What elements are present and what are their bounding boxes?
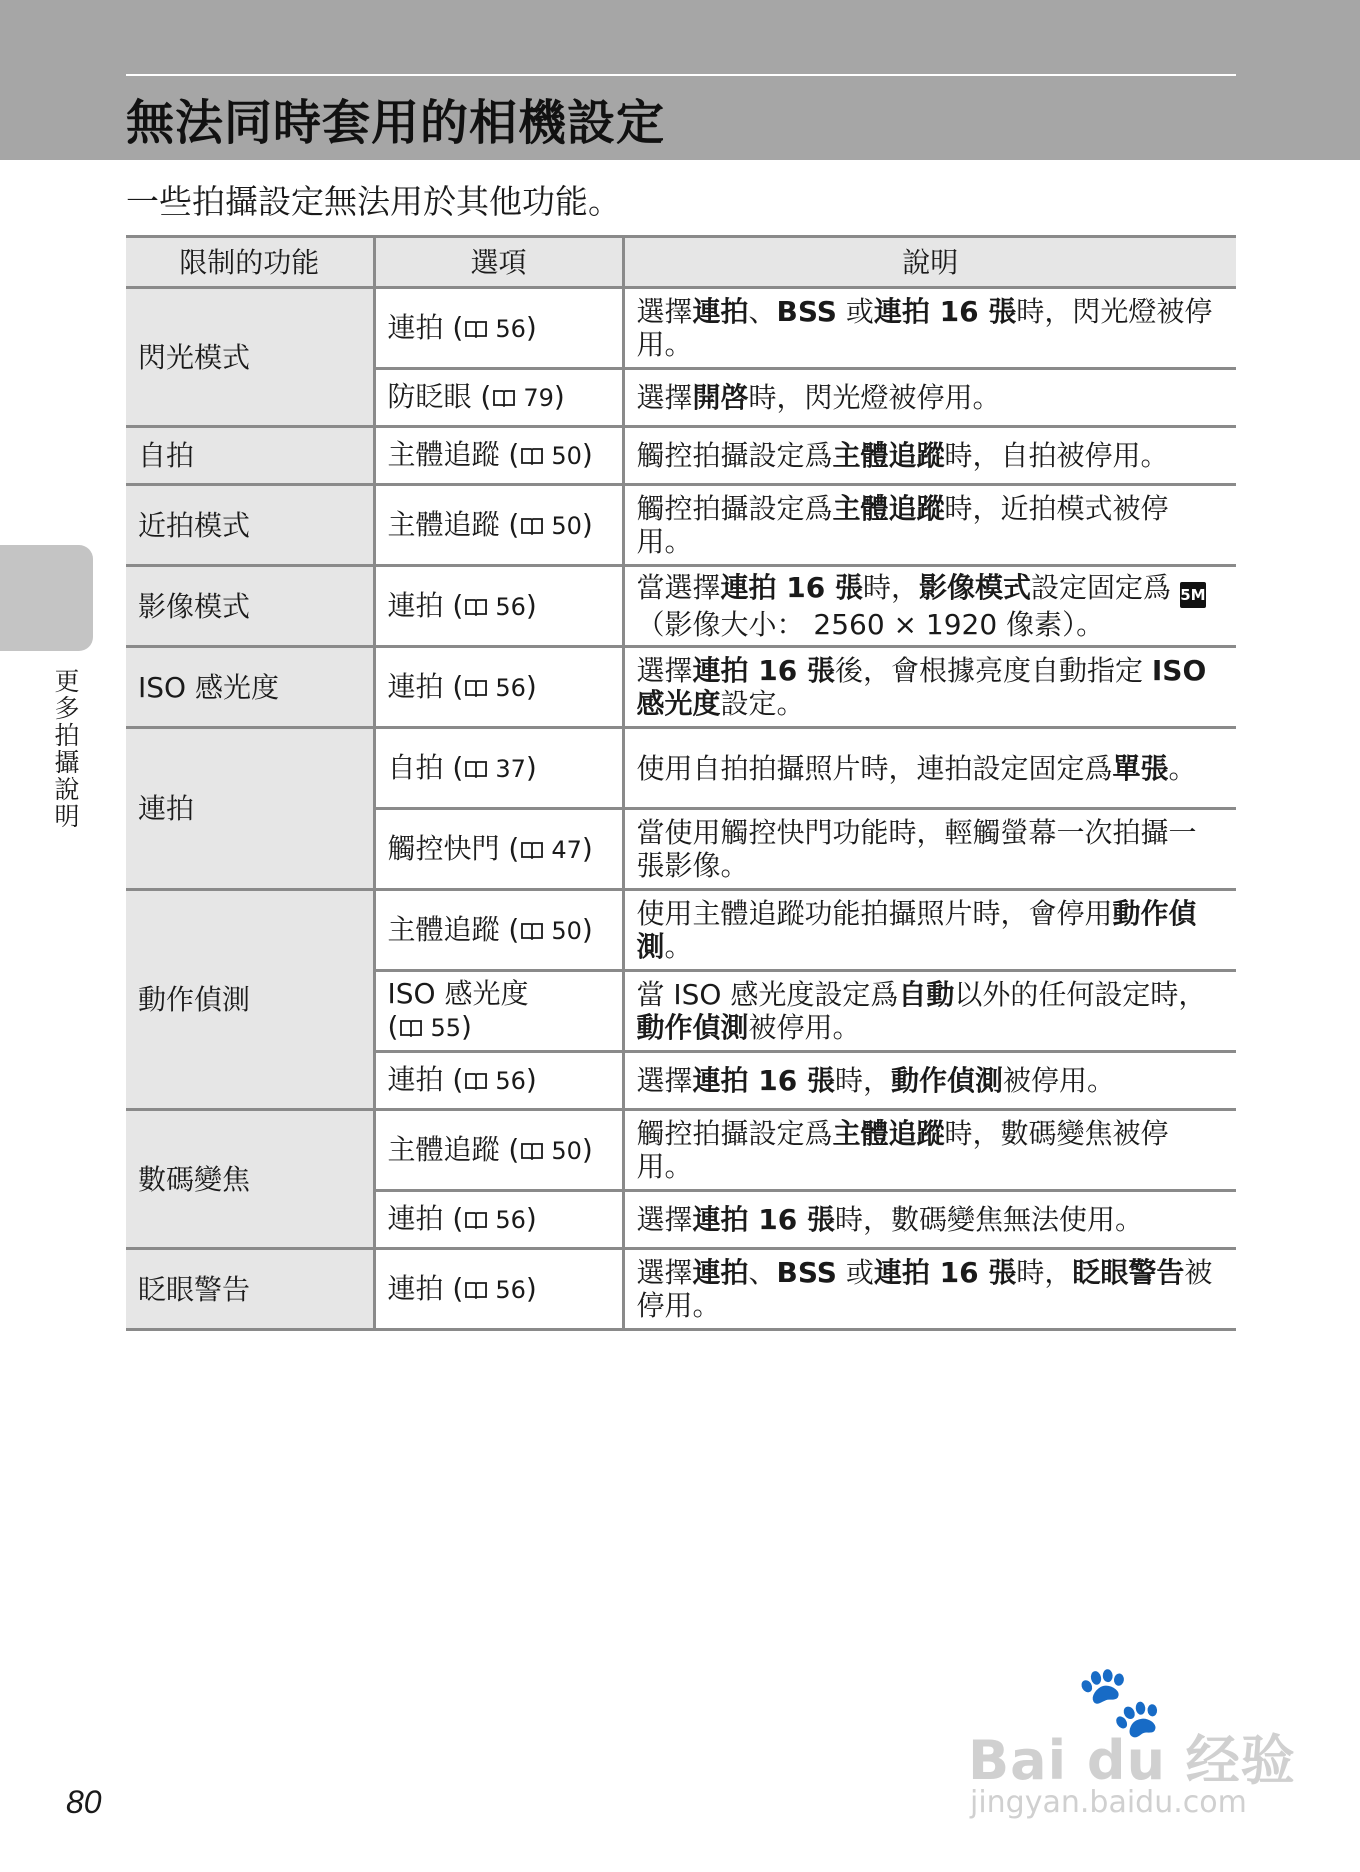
option-label: 連拍 (387, 1063, 444, 1096)
table-row (126, 647, 1236, 728)
table-row (126, 566, 1236, 647)
table-row (126, 485, 1236, 566)
description-text: 或 (836, 295, 874, 328)
page-reference-number[interactable]: 55 (430, 1014, 461, 1042)
setting-name: 影像模式 (919, 571, 1032, 604)
page-reference-book-icon (521, 1134, 543, 1152)
description-cell (623, 288, 1236, 369)
function-cell: 動作偵測 (126, 890, 374, 1110)
page-reference-number[interactable]: 50 (551, 511, 582, 540)
description-text: （影像大小： 2560 × 1920 像素）。 (636, 608, 1105, 641)
function-cell: 影像模式 (126, 566, 374, 647)
table-row (126, 1110, 1236, 1191)
page-number: 80 (66, 1784, 102, 1820)
description-cell (623, 809, 1236, 890)
option-cell: 連拍 ( 56) (374, 566, 623, 647)
header-option: 選項 (374, 237, 623, 288)
page-reference-book-icon (521, 509, 543, 527)
description-text: 選擇 (636, 1256, 693, 1289)
setting-name: 主體追蹤 (832, 492, 945, 525)
description-text: 被停用。 (748, 1011, 861, 1044)
setting-name: 動作偵測 (891, 1064, 1004, 1097)
option-label: 連拍 (387, 669, 444, 703)
page-reference-book-icon (521, 833, 543, 851)
page-reference-book-icon (521, 439, 543, 457)
setting-name: 動作偵測 (636, 897, 1197, 963)
setting-name: 連拍 16 張 (873, 295, 1017, 328)
description-text: 、 (748, 295, 777, 328)
option-cell: 自拍 ( 37) (374, 728, 623, 809)
function-cell: 連拍 (126, 728, 374, 890)
description-text: 時， (862, 571, 919, 604)
setting-name: 單張 (1112, 751, 1169, 785)
description-text: 觸控拍攝設定爲 (636, 492, 833, 525)
option-cell: 連拍 ( 56) (374, 288, 623, 369)
option-cell: 主體追蹤 ( 50) (374, 485, 623, 566)
page-reference-book-icon (465, 1064, 487, 1082)
page-reference-number[interactable]: 79 (523, 384, 554, 412)
description-text: 選擇 (636, 381, 693, 414)
function-cell: 近拍模式 (126, 485, 374, 566)
setting-name: 主體追蹤 (832, 439, 945, 472)
description-text: 當 ISO 感光度設定爲 (636, 978, 899, 1011)
option-cell: 主體追蹤 ( 50) (374, 890, 623, 971)
function-cell: 自拍 (126, 427, 374, 485)
setting-name: 自動 (898, 978, 955, 1011)
option-label: 主體追蹤 (387, 912, 500, 946)
description-text: 選擇 (636, 654, 693, 687)
description-text: 被停用。 (1003, 1064, 1116, 1097)
option-label: 連拍 (387, 310, 444, 344)
description-text: 。 (664, 930, 693, 963)
section-tab-label: 更多拍攝說明 (51, 668, 80, 830)
page-reference-number[interactable]: 50 (551, 1136, 582, 1165)
option-label: 主體追蹤 (387, 507, 500, 541)
option-label: 連拍 (387, 1271, 444, 1305)
setting-name: 連拍 (692, 1256, 749, 1289)
page-reference-book-icon (400, 1011, 422, 1029)
page-reference-book-icon (465, 1203, 487, 1221)
description-text: 選擇 (636, 295, 693, 328)
option-cell: 防眨眼 ( 79) (374, 369, 623, 427)
setting-name: 連拍 16 張 (720, 571, 863, 604)
page-title: 無法同時套用的相機設定 (126, 95, 666, 151)
setting-name: BSS (776, 295, 837, 328)
table-header-row (126, 237, 1236, 288)
description-text: 時， (1016, 1256, 1073, 1289)
option-label: 觸控快門 (387, 831, 500, 865)
description-cell (623, 427, 1236, 485)
option-cell: 觸控快門 ( 47) (374, 809, 623, 890)
table-row (126, 728, 1236, 809)
function-cell: 眨眼警告 (126, 1249, 374, 1330)
page-reference-number[interactable]: 37 (495, 754, 526, 783)
option-label: ISO 感光度 (387, 977, 529, 1010)
description-cell (623, 728, 1236, 809)
watermark-brand: Bai du 经验 (968, 1729, 1296, 1792)
page-reference-book-icon (521, 914, 543, 932)
setting-name: 動作偵測 (636, 1011, 749, 1044)
setting-name: BSS (776, 1256, 837, 1289)
description-text: 使用主體追蹤功能拍攝照片時，會停用 (636, 897, 1113, 930)
header-description: 說明 (623, 237, 1236, 288)
option-cell: 連拍 ( 56) (374, 1249, 623, 1330)
intro-text: 一些拍攝設定無法用於其他功能。 (126, 182, 621, 221)
description-text: 時， (834, 1064, 891, 1097)
image-size-5m-icon: 5M (1180, 582, 1206, 608)
function-cell: ISO 感光度 (126, 647, 374, 728)
setting-name: 眨眼警告 (1072, 1256, 1185, 1289)
option-label: 連拍 (387, 588, 444, 622)
option-cell: ISO 感光度 ( 55) (374, 971, 623, 1052)
page-reference-book-icon (465, 590, 487, 608)
table-row (126, 288, 1236, 369)
setting-name: ISO 感光度 (636, 654, 1207, 720)
page-reference-number[interactable]: 56 (495, 314, 526, 343)
description-text: 設定。 (720, 687, 805, 720)
description-text: 時，閃光燈被停用。 (748, 381, 1001, 414)
page-reference-number[interactable]: 50 (551, 442, 582, 470)
section-tab (0, 545, 93, 651)
page-reference-book-icon (465, 312, 487, 330)
restrictions-table (126, 235, 1236, 1331)
description-cell (623, 566, 1236, 647)
function-cell: 閃光模式 (126, 288, 374, 427)
option-cell: 連拍 ( 56) (374, 1052, 623, 1110)
option-label: 自拍 (387, 750, 444, 784)
table-body (126, 288, 1236, 1330)
description-text: 時，近拍模式被停用。 (636, 492, 1169, 558)
description-cell (623, 1052, 1236, 1110)
page-reference-number[interactable]: 47 (551, 835, 582, 864)
header-rule (126, 74, 1236, 76)
description-text: 時，閃光燈被停用。 (636, 295, 1213, 361)
page-reference-book-icon (493, 381, 515, 399)
option-cell: 主體追蹤 ( 50) (374, 427, 623, 485)
watermark-url: jingyan.baidu.com (970, 1785, 1247, 1820)
description-text: 選擇 (636, 1064, 693, 1097)
description-text: 。 (1168, 751, 1197, 785)
option-cell: 連拍 ( 56) (374, 647, 623, 728)
description-cell (623, 485, 1236, 566)
description-text: 被停用。 (636, 1256, 1213, 1322)
page-reference-number[interactable]: 56 (495, 592, 526, 621)
description-text: 、 (748, 1256, 777, 1289)
page-reference-book-icon (465, 671, 487, 689)
option-label: 主體追蹤 (387, 1132, 500, 1166)
option-cell: 主體追蹤 ( 50) (374, 1110, 623, 1191)
description-text: 使用自拍拍攝照片時，連拍設定固定爲 (636, 751, 1113, 785)
setting-name: 連拍 (692, 295, 749, 328)
description-text: 當選擇 (636, 571, 721, 604)
table-row (126, 427, 1236, 485)
description-text: 觸控拍攝設定爲 (636, 1117, 833, 1150)
description-cell (623, 1191, 1236, 1249)
description-cell (623, 1249, 1236, 1330)
page-reference-number[interactable]: 56 (495, 673, 526, 702)
page-reference-number[interactable]: 56 (495, 1206, 526, 1234)
page-reference-book-icon (465, 752, 487, 770)
description-cell (623, 1110, 1236, 1191)
setting-name: 連拍 16 張 (692, 654, 835, 687)
option-cell: 連拍 ( 56) (374, 1191, 623, 1249)
setting-name: 連拍 16 張 (692, 1064, 835, 1097)
page-reference-number[interactable]: 56 (495, 1275, 526, 1304)
table-row (126, 890, 1236, 971)
description-text: 當使用觸控快門功能時，輕觸螢幕一次拍攝一張影像。 (636, 816, 1197, 882)
description-text: 時，自拍被停用。 (944, 439, 1169, 472)
option-label: 防眨眼 (387, 380, 472, 413)
watermark (968, 1660, 1298, 1820)
paw-icon: 🐾 (1076, 1660, 1164, 1742)
setting-name: 開啓 (692, 381, 749, 414)
function-cell: 數碼變焦 (126, 1110, 374, 1249)
option-label: 主體追蹤 (387, 438, 500, 471)
description-text: 時，數碼變焦被停用。 (636, 1117, 1169, 1183)
page-reference-book-icon (465, 1273, 487, 1291)
header-function: 限制的功能 (126, 237, 374, 288)
description-text: 時，數碼變焦無法使用。 (834, 1203, 1143, 1236)
description-text: 以外的任何設定時， (954, 978, 1207, 1011)
description-text: 觸控拍攝設定爲 (636, 439, 833, 472)
option-label: 連拍 (387, 1202, 444, 1235)
description-cell (623, 647, 1236, 728)
description-cell (623, 369, 1236, 427)
description-text: 選擇 (636, 1203, 693, 1236)
table-row (126, 1249, 1236, 1330)
page-reference-number[interactable]: 50 (551, 916, 582, 945)
description-text: 後，會根據亮度自動指定 (834, 654, 1152, 687)
setting-name: 連拍 16 張 (873, 1256, 1017, 1289)
setting-name: 主體追蹤 (832, 1117, 945, 1150)
description-cell (623, 971, 1236, 1052)
description-text: 或 (836, 1256, 874, 1289)
description-cell (623, 890, 1236, 971)
description-text: 設定固定爲 (1031, 571, 1180, 604)
page-reference-number[interactable]: 56 (495, 1067, 526, 1095)
setting-name: 連拍 16 張 (692, 1203, 835, 1236)
